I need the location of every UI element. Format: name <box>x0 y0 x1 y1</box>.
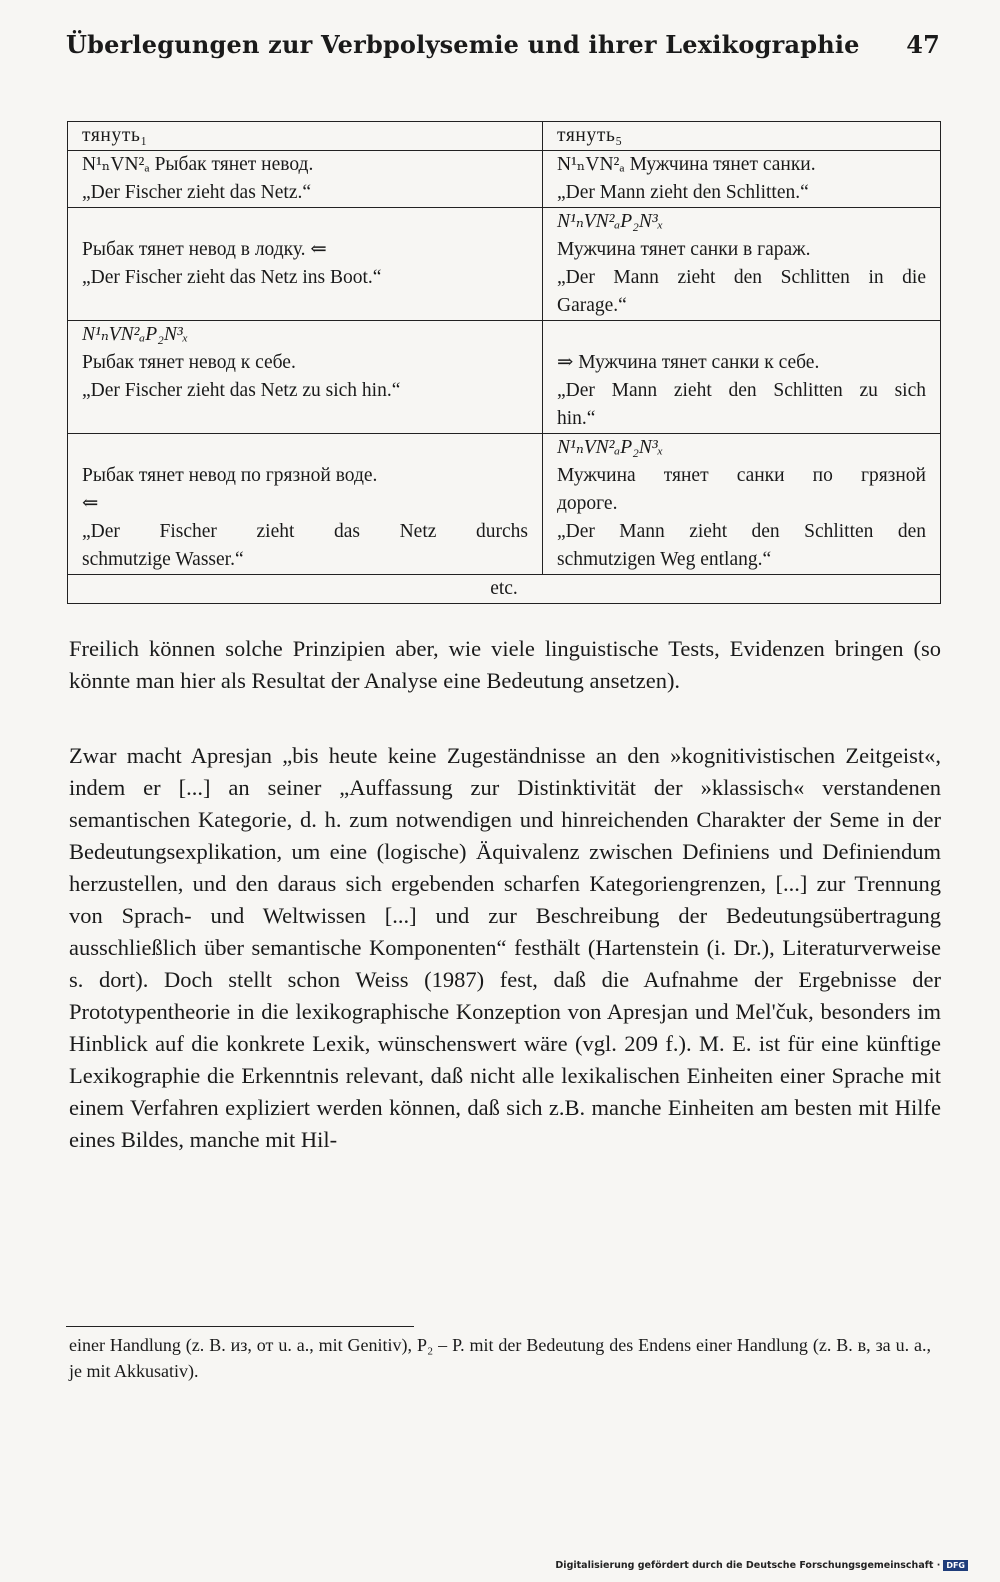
table-footer-row <box>68 575 941 604</box>
cell-line: Мужчина тянет санки в гараж. <box>557 239 811 260</box>
table-cell-left <box>68 208 543 321</box>
cell-line: „Der Mann zieht den Schlitten den <box>557 521 926 542</box>
table-row <box>68 151 941 208</box>
col2-head: тянуть₅ <box>543 122 941 151</box>
footnote-rule <box>66 1326 414 1327</box>
cell-line: „Der Mann zieht den Schlitten.“ <box>557 182 809 203</box>
paragraph-text: Freilich können solche Prinzipien aber, wie viele linguistische Tests, Evidenzen bringen (so könnte man hier als Resultat der Analyse eine Bedeutung ansetzen). <box>69 636 941 693</box>
valency-table <box>67 121 941 604</box>
table-cell-right <box>543 151 941 208</box>
table-cell-left <box>68 151 543 208</box>
cell-line: „Der Mann zieht den Schlitten in die <box>557 267 926 288</box>
page-title: Überlegungen zur Verbpolysemie und ihrer Lexikographie <box>66 30 860 59</box>
cell-line: N¹ₙVN²ₐ Мужчина тянет санки. <box>557 154 816 175</box>
cell-line: Рыбак тянет невод к себе. <box>82 352 296 373</box>
cell-line: ⇐ <box>82 493 99 514</box>
cell-line: schmutzige Wasser.“ <box>82 549 244 570</box>
paragraph-2 <box>69 740 941 1156</box>
cell-line: Мужчина тянет санки по грязной <box>557 465 926 486</box>
table-cell-left <box>68 321 543 434</box>
cell-line: schmutzigen Weg entlang.“ <box>557 549 772 570</box>
paragraph-text: Zwar macht Apresjan „bis heute keine Zugeständnisse an den »kognitivistischen Zeitgeist«, indem er [...] an seiner „Auffassung zur Distinktivität der »klassisch« verstandenen semantischen Kategorie, d. h. zum notwendigen und hinreichenden Charakter der Seme in der Bedeutungsexplikation, um eine (logische) Äquivalenz zwischen Definiens und Definiendum herzustellen, und den daraus sich ergebenden scharfen Kategoriengrenzen, [...] zur Trennung von Sprach- und Weltwissen [...] und zur Beschreibung der Bedeutungsübertragung ausschließlich über semantische Komponenten“ festhält (Hartenstein (i. Dr.), Literaturverweise s. dort). Doch stellt schon Weiss (1987) fest, daß die Aufnahme der Ergebnisse der Prototypentheorie in die lexikographische Konzeption von Apresjan und Mel'čuk, besonders im Hinblick auf die konkrete Lexik, wünschenswert wäre (vgl. 209 f.). M. E. ist für eine künftige Lexikographie die Erkenntnis relevant, daß nicht alle lexikalischen Einheiten einer Sprache mit einem Verfahren expliziert werden können, daß sich z.B. manche Einheiten am besten mit Hilfe eines Bildes, manche mit Hil- <box>69 743 941 1152</box>
table-cell-right <box>543 321 941 434</box>
table-footer: etc. <box>68 575 941 604</box>
cell-line: „Der Mann zieht den Schlitten zu sich <box>557 380 926 401</box>
cell-line: Рыбак тянет невод в лодку. ⇐ <box>82 239 327 260</box>
footnote: einer Handlung (z. B. из, от u. a., mit Genitiv), P₂ – P. mit der Bedeutung des Endens einer Handlung (z. B. в, за u. a., je mit Akkusativ). <box>69 1335 931 1381</box>
cell-line: „Der Fischer zieht das Netz zu sich hin.“ <box>82 380 401 401</box>
dfg-logo: DFG <box>943 1560 968 1571</box>
cell-line: N¹ₙVN²ₐ Рыбак тянет невод. <box>82 154 314 175</box>
cell-line: Рыбак тянет невод по грязной воде. <box>82 465 378 486</box>
table-cell-right <box>543 208 941 321</box>
page-number: 47 <box>906 30 940 59</box>
paragraph-1 <box>69 633 941 697</box>
table-cell-right <box>543 434 941 575</box>
cell-line: „Der Fischer zieht das Netz ins Boot.“ <box>82 267 382 288</box>
running-header <box>66 30 940 59</box>
col1-head: тянуть₁ <box>68 122 543 151</box>
cell-line: hin.“ <box>557 408 596 429</box>
cell-line: „Der Fischer zieht das Netz.“ <box>82 182 312 203</box>
digitization-text: Digitalisierung gefördert durch die Deutsche Forschungsgemeinschaft · <box>555 1560 941 1571</box>
cell-line: N¹ₙVN²ₐP₂N³ₓ <box>82 324 189 345</box>
cell-line: дороге. <box>557 493 618 514</box>
cell-line: „Der Fischer zieht das Netz durchs <box>82 521 528 542</box>
cell-line: N¹ₙVN²ₐP₂N³ₓ <box>557 437 664 458</box>
cell-line: Garage.“ <box>557 295 627 316</box>
table-cell-left <box>68 434 543 575</box>
table-row <box>68 321 941 434</box>
digitization-notice <box>555 1560 968 1571</box>
table-row <box>68 434 941 575</box>
table-head-row <box>68 122 941 151</box>
table-row <box>68 208 941 321</box>
cell-line: N¹ₙVN²ₐP₂N³ₓ <box>557 211 664 232</box>
cell-line: ⇒ Мужчина тянет санки к себе. <box>557 352 820 373</box>
